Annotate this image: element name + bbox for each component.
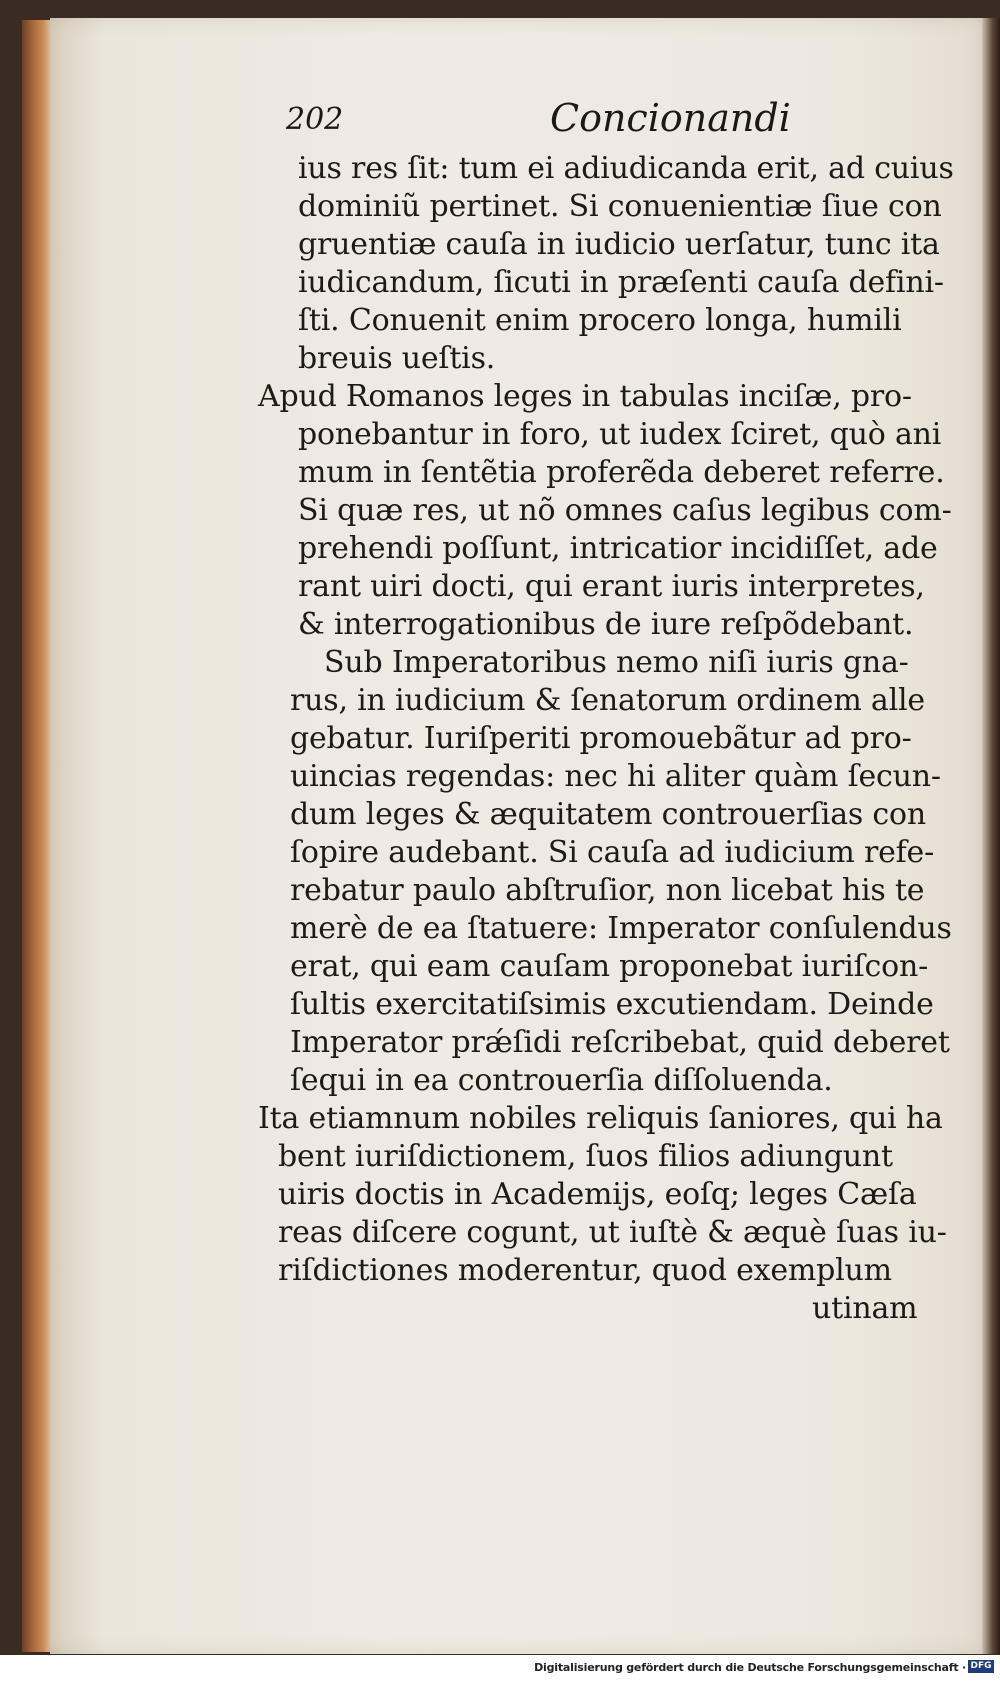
text-line: rant uiri docti, qui erant iuris interpretes,: [298, 569, 925, 604]
text-line: & interrogationibus de iure reſpõdebant.: [298, 607, 914, 642]
text-line: Sub Imperatoribus nemo niſi iuris gna-: [324, 645, 909, 680]
text-line: iudicandum, ſicuti in præſenti cauſa defini-: [298, 265, 944, 300]
text-line: ponebantur in foro, ut iudex ſciret, quò ani: [298, 417, 942, 452]
text-line: bent iuriſdictionem, ſuos filios adiungunt: [278, 1139, 893, 1174]
text-line: Si quæ res, ut nõ omnes caſus legibus com-: [298, 493, 952, 528]
text-line: ſti. Conuenit enim procero longa, humili: [298, 303, 902, 338]
text-line: riſdictiones moderentur, quod exemplum: [278, 1253, 892, 1288]
text-line: dum leges & æquitatem controuerſias con: [290, 797, 926, 832]
text-line: Apud Romanos leges in tabulas inciſæ, pro-: [258, 379, 912, 414]
text-line: mum in ſentẽtia proferẽda deberet referre.: [298, 455, 945, 490]
text-line: uincias regendas: nec hi aliter quàm ſecun-: [290, 759, 941, 794]
text-line: prehendi poſſunt, intricatior incidiſſet, ade: [298, 531, 938, 566]
text-line: ius res ſit: tum ei adiudicanda erit, ad cuius: [298, 151, 954, 186]
book-spine-edge: [22, 20, 52, 1652]
text-line: rebatur paulo abſtruſior, non licebat his te: [290, 873, 925, 908]
text-line: erat, qui eam cauſam proponebat iuriſcon-: [290, 949, 929, 984]
text-line: Ita etiamnum nobiles reliquis ſaniores, qui ha: [258, 1101, 943, 1136]
book-page: [50, 18, 982, 1654]
digitization-footer: [0, 1655, 1000, 1681]
running-head: Concionandi: [550, 96, 791, 140]
text-line: ſultis exercitatiſsimis excutiendam. Deinde: [290, 987, 934, 1022]
text-line: ſequi in ea controuerſia diſſoluenda.: [290, 1063, 833, 1098]
funding-credit: Digitalisierung gefördert durch die Deutsche Forschungsgemeinschaft ·: [534, 1661, 966, 1674]
text-line: dominiũ pertinet. Si conuenientiæ ſiue con: [298, 189, 942, 224]
page-right-edge: [982, 18, 1000, 1654]
text-line: uiris doctis in Academijs, eoſq; leges Cæſa: [278, 1177, 917, 1212]
text-line: reas diſcere cogunt, ut iuſtè & æquè ſuas iu-: [278, 1215, 947, 1250]
text-line: rus, in iudicium & ſenatorum ordinem alle: [290, 683, 925, 718]
text-line: gebatur. Iuriſperiti promouebãtur ad pro-: [290, 721, 912, 756]
text-line: Imperator prǽſidi reſcribebat, quid deberet: [290, 1025, 950, 1060]
text-line: ſopire audebant. Si cauſa ad iudicium refe-: [290, 835, 935, 870]
dfg-logo: DFG: [968, 1660, 994, 1673]
text-line: gruentiæ cauſa in iudicio uerſatur, tunc ita: [298, 227, 940, 262]
text-line: breuis ueſtis.: [298, 341, 496, 376]
page-number: 202: [286, 102, 344, 137]
text-line: merè de ea ſtatuere: Imperator conſulendus: [290, 911, 952, 946]
page-header: [50, 96, 982, 152]
catchword: utinam: [812, 1291, 918, 1326]
